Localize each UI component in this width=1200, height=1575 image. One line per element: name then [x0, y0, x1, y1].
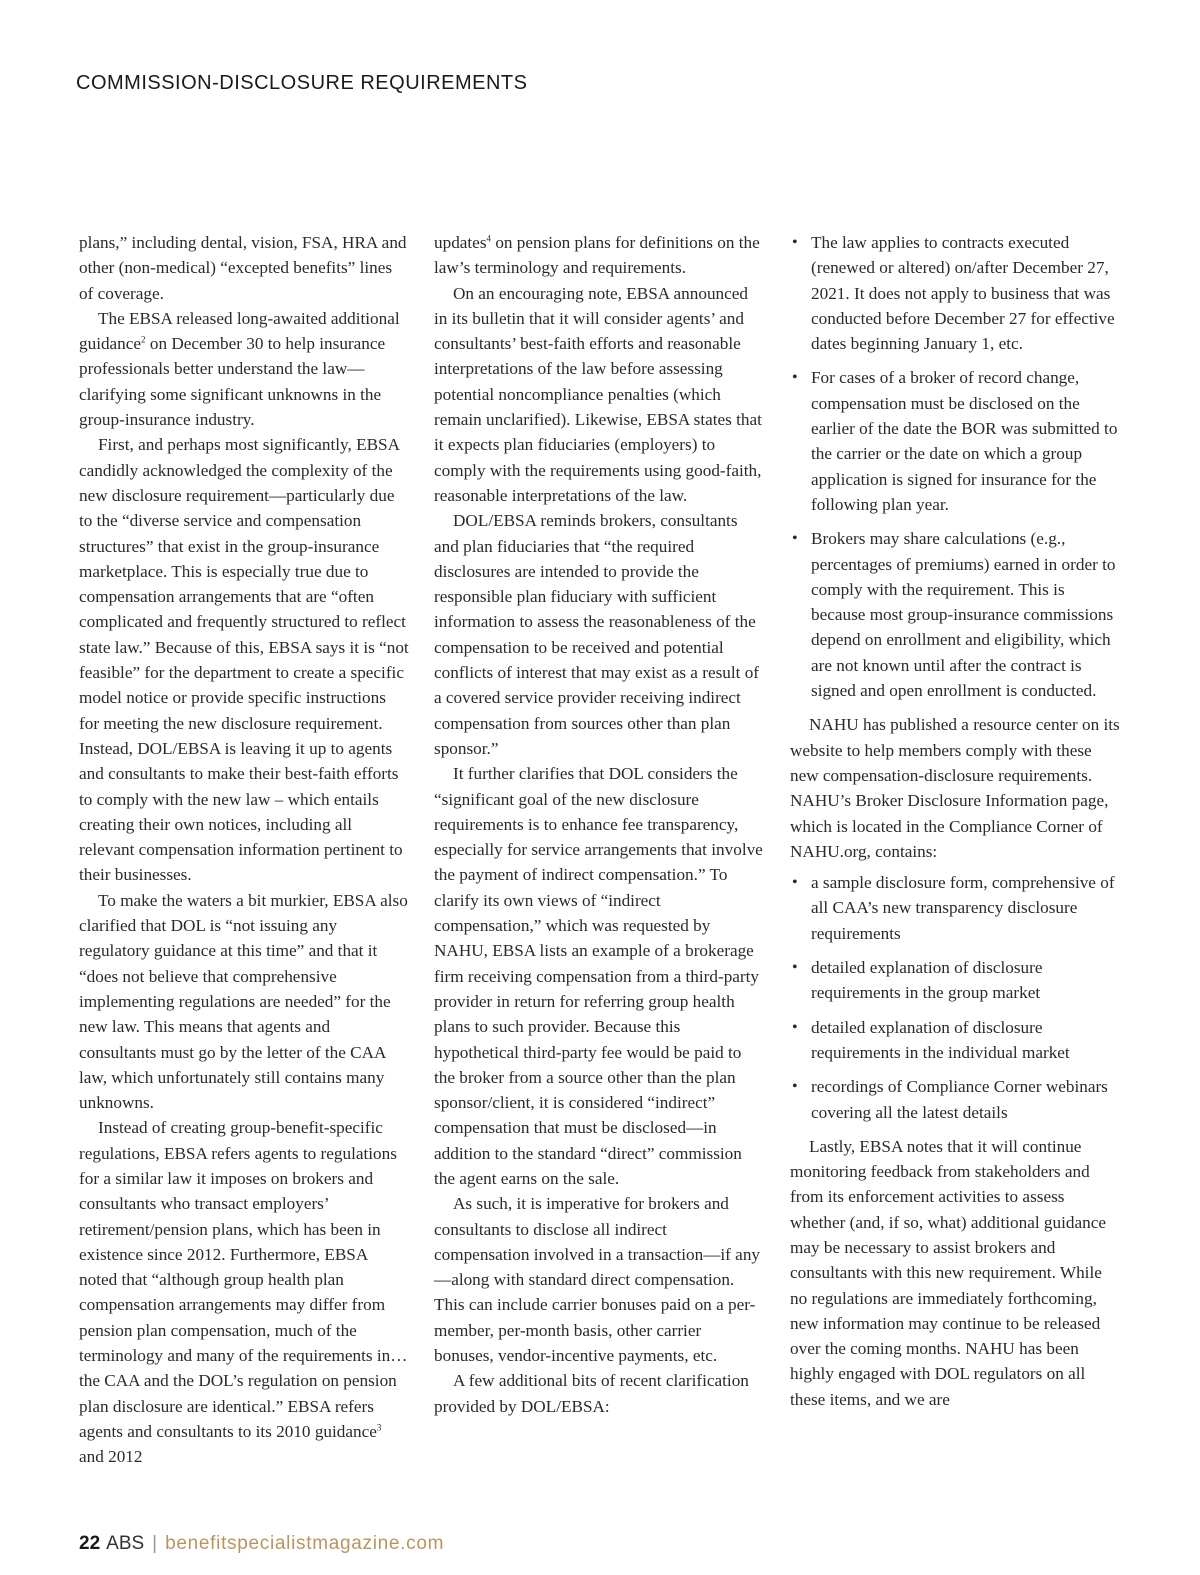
footnote-ref: 2 — [141, 334, 146, 345]
list-item: • detailed explanation of disclosure requirements in the individual market — [790, 1015, 1120, 1066]
paragraph: Instead of creating group-benefit-specific regulations, EBSA refers agents to regulations for a similar law it imposes on brokers and consultants who transact employers’ retirement/pension plans, which has been in existence since 2012. Furthermore, EBSA noted that “although group health plan compensation arrangements may differ from pension plan compensation, much of the terminology and many of the requirements in… the CAA and the DOL’s regulation on pension plan disclosure are identical.” EBSA refers agents and consultants to its 2010 guidance$^3$ and 2012 — [79, 1118, 408, 1467]
footer-separator: | — [152, 1533, 158, 1554]
list-item: • For cases of a broker of record change, compensation must be disclosed on the earlier of the date the BOR was submitted to the carrier or the date on which a group application is signed for insurance for the following plan year. — [790, 365, 1120, 517]
section-header: COMMISSION-DISCLOSURE REQUIREMENTS — [76, 72, 528, 94]
paragraph: It further clarifies that DOL considers the “significant goal of the new disclosure requirements is to enhance fee transparency, especially for service arrangements that involve the payment of indirect compensation.” To clarify its own views of “indirect compensation,” which was requested by NAHU, EBSA lists an example of a brokerage firm receiving compensation from a third-party provider in return for referring group health plans to such provider. Because this hypothetical third-party fee would be paid to the broker from a source other than the plan sponsor/client, it is considered “indirect” compensation that must be disclosed—in addition to the standard “direct” commission the agent earns on the sale. — [434, 764, 763, 1188]
footnote-ref: 4 — [486, 233, 492, 244]
resource-list — [790, 870, 1120, 1125]
page-footer — [79, 1533, 444, 1555]
paragraph: A few additional bits of recent clarification provided by DOL/EBSA: — [434, 1371, 749, 1416]
list-item: • The law applies to contracts executed (renewed or altered) on/after December 27, 2021. It does not apply to business that was conducted before December 27 for effective dates beginning January 1, etc. — [790, 230, 1120, 356]
list-item: • Brokers may share calculations (e.g., percentages of premiums) earned in order to comply with the requirement. This is because most group-insurance commissions depend on enrollment and eligibility, which are not known until after the contract is signed and open enrollment is conducted. — [790, 526, 1120, 703]
page-number: 22 — [79, 1533, 101, 1554]
paragraph: On an encouraging note, EBSA announced in its bulletin that it will consider agents’ and consultants’ best-faith efforts and reasonable interpretations of the law before assessing potential noncompliance penalties (which remain unclarified). Likewise, EBSA states that it expects plan fiduciaries (employers) to comply with the requirements using good-faith, reasonable interpretations of the law. — [434, 283, 762, 505]
paragraph: First, and perhaps most significantly, EBSA candidly acknowledged the complexity of the new disclosure requirement—particularly due to the “diverse service and compensation structures” that exist in the group-insurance marketplace. This is especially true due to compensation arrangements that are “often complicated and frequently structured to reflect state law.” Because of this, EBSA says it is “not feasible” for the department to create a specific model notice or provide specific instructions for meeting the new disclosure requirement. Instead, DOL/EBSA is leaving it up to agents and consultants to make their best-faith efforts to comply with the new law – which entails creating their own notices, including all relevant compensation information pertinent to their businesses. — [79, 435, 409, 885]
list-item: • recordings of Compliance Corner webinars covering all the latest details — [790, 1074, 1120, 1125]
paragraph: DOL/EBSA reminds brokers, consultants and plan fiduciaries that “the required disclosures are intended to provide the responsible plan fiduciary with sufficient information to assess the reasonableness of the compensation to be received and potential conflicts of interest that may exist as a result of a covered service provider receiving indirect compensation from sources other than plan sponsor.” — [434, 511, 760, 758]
list-item: • detailed explanation of disclosure requirements in the group market — [790, 955, 1120, 1006]
footnote-ref: 3 — [376, 1422, 382, 1433]
paragraph: Lastly, EBSA notes that it will continue monitoring feedback from stakeholders and from its enforcement activities to assess whether (and, if so, what) additional guidance may be necessary to assist brokers and consultants with this new requirement. While no regulations are immediately forthcoming, new information may continue to be released over the coming months. NAHU has been highly engaged with DOL regulators on all these items, and we are — [790, 1136, 1106, 1409]
paragraph: To make the waters a bit murkier, EBSA also clarified that DOL is “not issuing any regulatory guidance at this time” and that it “does not believe that comprehensive implementing regulations are needed” for the new law. This means that agents and consultants must go by the letter of the CAA law, which unfortunately still contains many unknowns. — [79, 890, 408, 1113]
website-url: benefitspecialistmagazine.com — [165, 1533, 445, 1554]
list-item: • a sample disclosure form, comprehensive of all CAA’s new transparency disclosure requirements — [790, 870, 1120, 946]
paragraph: NAHU has published a resource center on its website to help members comply with these new compensation-disclosure requirements. NAHU’s Broker Disclosure Information page, which is located in the Compliance Corner of NAHU.org, contains: — [790, 715, 1120, 861]
article-column-1 — [79, 230, 409, 1470]
magazine-name: ABS — [106, 1533, 145, 1554]
clarification-list — [790, 230, 1120, 703]
paragraph: plans,” including dental, vision, FSA, HRA and other (non-medical) “excepted benefits” lines of coverage. — [79, 233, 407, 303]
article-column-2 — [434, 230, 764, 1419]
paragraph: The EBSA released long-awaited additional guidance$^2$ on December 30 to help insurance professionals better understand the law—clarifying some significant unknowns in the group-insurance industry. — [79, 308, 400, 430]
paragraph: As such, it is imperative for brokers and consultants to disclose all indirect compensation involved in a transaction—if any—along with standard direct compensation. This can include carrier bonuses paid on a per-member, per-month basis, other carrier bonuses, vendor-incentive payments, etc. — [434, 1194, 761, 1366]
paragraph: updates$^4$ on pension plans for definitions on the law’s terminology and requirements. — [434, 233, 760, 278]
article-column-3 — [790, 230, 1120, 1412]
